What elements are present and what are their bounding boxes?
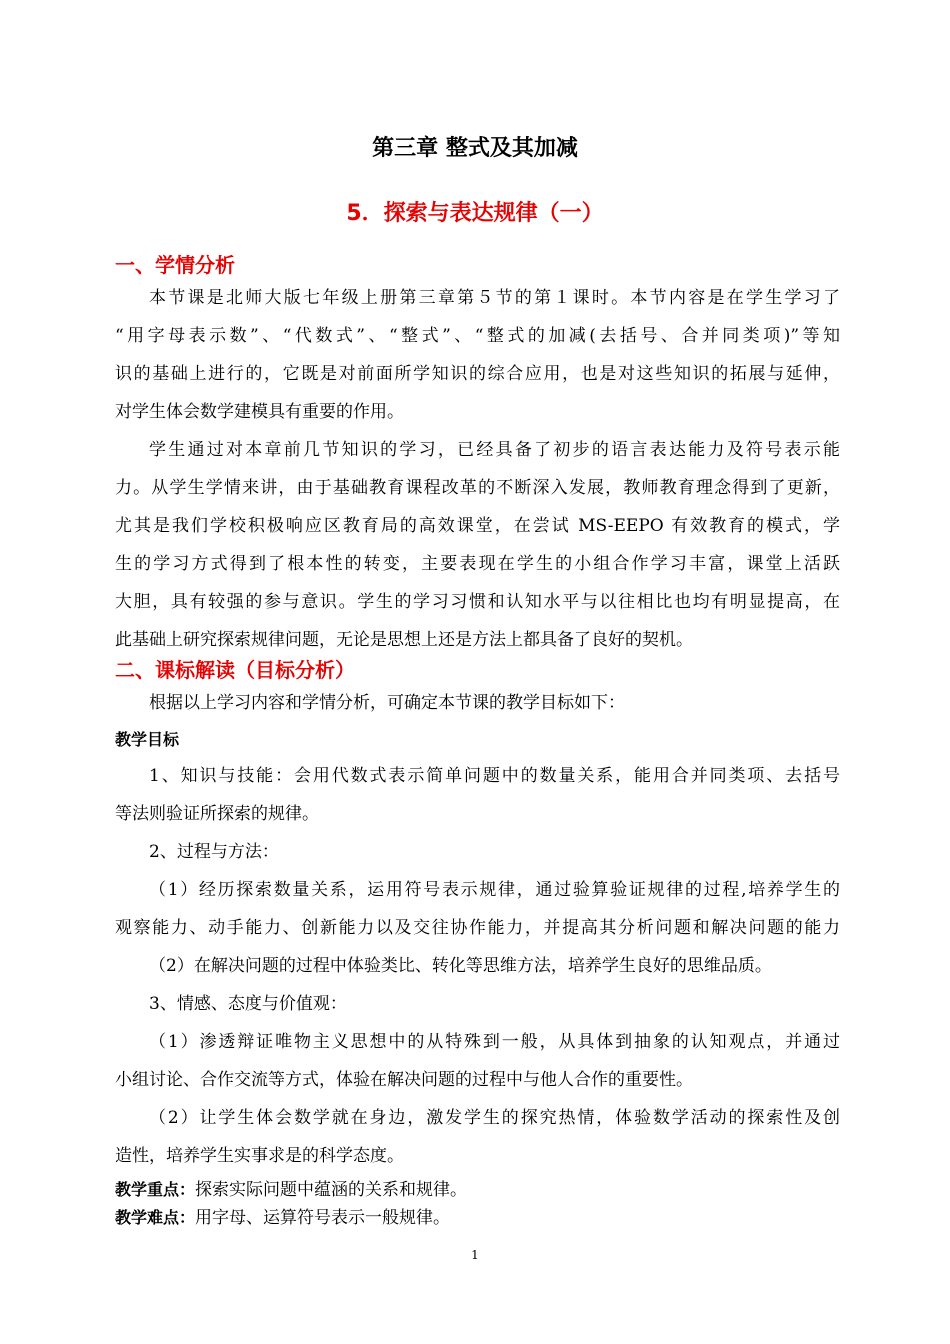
paragraph-line: 学生通过对本章前几节知识的学习，已经具备了初步的语言表达能力及符号表示能 xyxy=(149,440,840,460)
paragraph-line: 观察能力、动手能力、创新能力以及交往协作能力，并提高其分析问题和解决问题的能力 xyxy=(115,918,840,938)
paragraph-line: （2）让学生体会数学就在身边，激发学生的探究热情，体验数学活动的探索性及创 xyxy=(149,1108,840,1128)
difficulty-point xyxy=(115,1204,840,1232)
paragraph-line: （1）经历探索数量关系，运用符号表示规律，通过验算验证规律的过程,培养学生的 xyxy=(149,880,840,900)
paragraph-line: 力。从学生学情来讲，由于基础教育课程改革的不断深入发展，教师教育理念得到了更新， xyxy=(115,478,840,498)
paragraph-line: 2、过程与方法： xyxy=(149,842,279,862)
paragraph-line: （1）渗透辩证唯物主义思想中的从特殊到一般，从具体到抽象的认知观点，并通过 xyxy=(149,1032,840,1052)
paragraph-line: 尤其是我们学校积极响应区教育局的高效课堂，在尝试 MS-EEPO 有效教育的模式，学 xyxy=(115,516,840,536)
difficulty-text: 用字母、运算符号表示一般规律。 xyxy=(195,1208,451,1228)
paragraph-line: 识的基础上进行的，它既是对前面所学知识的综合应用，也是对这些知识的拓展与延伸， xyxy=(115,364,840,384)
goals-label: 教学目标 xyxy=(115,730,180,749)
page-number: 1 xyxy=(471,1248,479,1262)
paragraph-line: 对学生体会数学建模具有重要的作用。 xyxy=(115,402,404,422)
lesson-title: 5．探索与表达规律（一） xyxy=(346,201,604,226)
paragraph-line: 本节课是北师大版七年级上册第三章第５节的第１课时。本节内容是在学生学习了 xyxy=(149,288,840,308)
difficulty-label: 教学难点： xyxy=(115,1208,196,1227)
key-point xyxy=(115,1176,840,1204)
paragraph-line: 此基础上研究探索规律问题，无论是思想上还是方法上都具备了良好的契机。 xyxy=(115,630,693,650)
paragraph-line: 根据以上学习内容和学情分析，可确定本节课的教学目标如下： xyxy=(149,693,625,713)
paragraph-line: 小组讨论、合作交流等方式，体验在解决问题的过程中与他人合作的重要性。 xyxy=(115,1070,693,1090)
paragraph-line: 3、情感、态度与价值观： xyxy=(149,994,347,1014)
key-point-text: 探索实际问题中蕴涵的关系和规律。 xyxy=(195,1180,468,1200)
section-heading-student-analysis: 一、学情分析 xyxy=(115,253,235,277)
paragraph-line: “用字母表示数”、“代数式”、“整式”、“整式的加减(去括号、合并同类项)”等知 xyxy=(115,326,840,346)
key-point-label: 教学重点： xyxy=(115,1180,196,1199)
paragraph-line: 1、知识与技能：会用代数式表示简单问题中的数量关系，能用合并同类项、去括号 xyxy=(149,766,840,786)
section-heading-curriculum: 二、课标解读（目标分析） xyxy=(115,658,355,682)
paragraph-line: 等法则验证所探索的规律。 xyxy=(115,804,319,824)
chapter-title: 第三章 整式及其加减 xyxy=(372,136,578,161)
paragraph-line: 造性，培养学生实事求是的科学态度。 xyxy=(115,1146,404,1166)
paragraph-line: （2）在解决问题的过程中体验类比、转化等思维方法，培养学生良好的思维品质。 xyxy=(149,956,772,976)
paragraph-line: 大胆，具有较强的参与意识。学生的学习习惯和认知水平与以往相比也均有明显提高，在 xyxy=(115,592,840,612)
paragraph-line: 生的学习方式得到了根本性的转变，主要表现在学生的小组合作学习丰富，课堂上活跃 xyxy=(115,554,840,574)
